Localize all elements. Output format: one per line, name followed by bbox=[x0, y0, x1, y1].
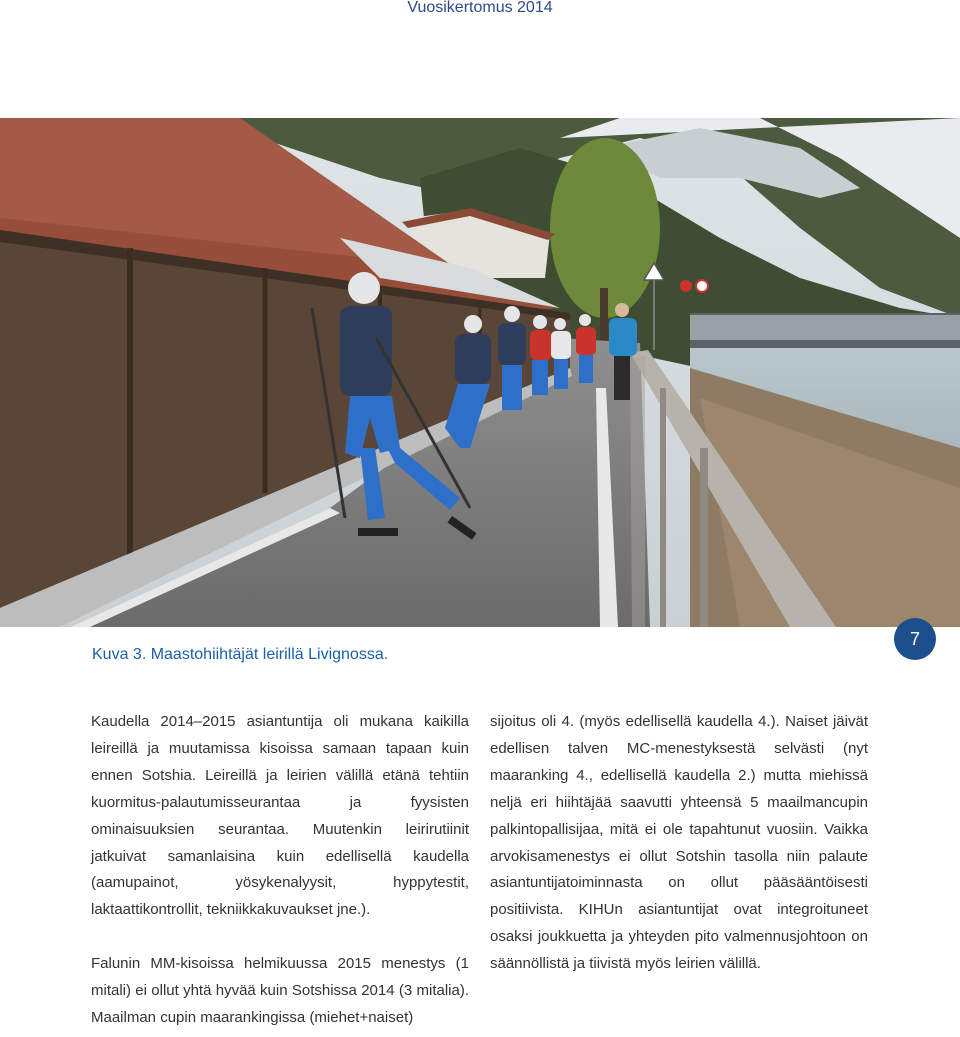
running-header: Vuosikertomus 2014 bbox=[407, 0, 553, 16]
figure-caption: Kuva 3. Maastohiihtäjät leirillä Livignossa. bbox=[92, 646, 389, 663]
body-paragraph: sijoitus oli 4. (myös edellisellä kaudella 4.). Naiset jäivät edellisen talven MC-menestyksestä selvästi (nyt maaranking 4., edellisellä kaudella 2.) mutta miehissä neljä eri hiihtäjää saavutti yhteensä 5 maailmancupin palkintopallisijaa, mitä ei ole tapahtunut vuosiin. Vaikka arvokisamenestys ei ollut Sotshin tasolla niin palaute asiantuntijatoiminnasta on ollut pääsääntöisesti positiivista. KIHUn asiantuntijat ovat integroituneet osaksi joukkuetta ja yhteyden pito valmennusjohtoon on säännöllistä ja tiivistä myös leirien välillä. bbox=[490, 713, 868, 973]
body-column-left bbox=[91, 709, 469, 1032]
body-paragraph: Falunin MM-kisoissa helmikuussa 2015 menestys (1 mitali) ei ollut yhtä hyvää kuin Sotshissa 2014 (3 mitalia). Maailman cupin maarankingissa (miehet+naiset) bbox=[91, 955, 469, 1027]
body-paragraph: Kaudella 2014–2015 asiantuntija oli mukana kaikilla leireillä ja muutamissa kisoissa samaan tapaan kuin ennen Sotshia. Leireillä ja leirien välillä etänä tehtiin kuormitus-palautumisseurantaa ja fyysisten ominaisuuksien seurantaa. Muutenkin leirirutiinit jatkuivat samanlaisina kuin edellisellä kaudella (aamupainot, yösykenalyysit, hyppytestit, laktaattikontrollit, tekniikkakuvaukset jne.). bbox=[91, 713, 469, 919]
photo-skiers-on-roller-skis bbox=[0, 118, 960, 627]
page-number-badge: 7 bbox=[894, 618, 936, 660]
photo-illustration bbox=[0, 118, 960, 627]
body-column-right bbox=[490, 709, 868, 978]
